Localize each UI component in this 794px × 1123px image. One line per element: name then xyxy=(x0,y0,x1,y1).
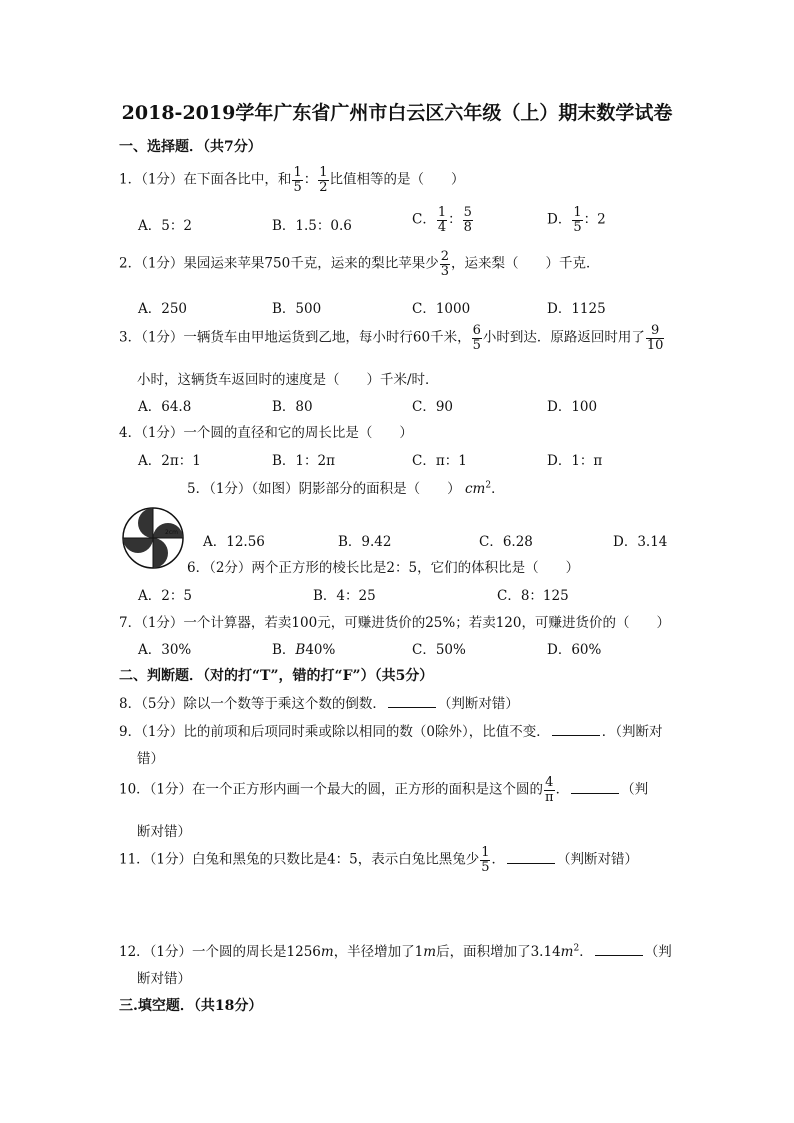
question-4: 4．（1分）一个圆的直径和它的周长比是（ ） xyxy=(119,425,413,441)
q4-option-d: D．1：π xyxy=(547,453,603,469)
question-12-line2: 断对错） xyxy=(137,971,191,987)
q5-option-d: D．3.14 xyxy=(613,534,668,550)
fraction: $\frac{1}{5}$ xyxy=(293,165,302,195)
answer-blank xyxy=(388,707,436,708)
q6-option-a: A．2：5 xyxy=(138,588,192,604)
q2-option-d: D．1125 xyxy=(547,301,606,317)
q6-option-c: C．8：125 xyxy=(497,588,569,604)
page-title: 2018-2019学年广东省广州市白云区六年级（上）期末数学试卷 xyxy=(121,102,673,124)
question-10: 10．（1分）在一个正方形内画一个最大的圆，正方形的面积是这个圆的 $\frac{4}{\pi}$ ． （判 xyxy=(119,775,649,805)
section-2-heading: 二、判断题．（对的打“T”，错的打“F”）（共5分） xyxy=(119,668,434,684)
q3-option-b: B．80 xyxy=(272,399,313,415)
answer-blank xyxy=(507,863,555,864)
q1-option-a: A．5：2 xyxy=(138,218,192,234)
answer-blank xyxy=(571,793,619,794)
question-9-line2: 错） xyxy=(137,751,164,767)
question-1: 1．（1分）在下面各比中，和 $\frac{1}{5}$ ： $\frac{1}{2}$ 比值相等的是（ ） xyxy=(119,165,465,195)
q2-option-c: C．1000 xyxy=(412,301,471,317)
question-11: 11．（1分）白兔和黑兔的只数比是4：5，表示白兔比黑兔少 $\frac{1}{5}$ ． （判断对错） xyxy=(119,845,638,875)
q4-option-b: B．1：2π xyxy=(272,453,335,469)
question-5: 5．（1分）（如图）阴影部分的面积是（ ） $cm^2$． xyxy=(187,480,505,497)
question-7: 7．（1分）一个计算器，若卖100元，可赚进货价的25%；若卖120，可赚进货价的（ ） xyxy=(119,615,670,631)
q2-option-b: B．500 xyxy=(272,301,322,317)
q4-option-a: A．2π：1 xyxy=(138,453,201,469)
answer-blank xyxy=(595,955,643,956)
q5-option-b: B．9.42 xyxy=(338,534,392,550)
q3-option-c: C．90 xyxy=(412,399,454,415)
question-12: 12．（1分）一个圆的周长是1256m，半径增加了1m后，面积增加了$3.14m^2$． （判 xyxy=(119,943,672,960)
fraction: $\frac{1}{2}$ xyxy=(319,165,328,195)
q5-option-a: A．12.56 xyxy=(203,534,265,550)
answer-blank xyxy=(552,735,600,736)
q2-option-a: A．250 xyxy=(138,301,188,317)
pinwheel-figure xyxy=(121,506,185,570)
q7-option-c: C．50% xyxy=(412,642,466,658)
q7-option-b: B．B40% xyxy=(272,642,336,658)
question-3: 3．（1分）一辆货车由甲地运货到乙地，每小时行60千米， $\frac{6}{5}$ 小时到达．原路返回时用了 $\frac{9}{10}$ xyxy=(119,323,664,353)
question-3-line2: 小时，这辆货车返回时的速度是（ ）千米/时． xyxy=(137,372,439,388)
q1-option-d: D． $\frac{1}{5}$ ：2 xyxy=(547,205,606,235)
q6-option-b: B．4：25 xyxy=(313,588,376,604)
q4-option-c: C．π：1 xyxy=(412,453,467,469)
section-1-heading: 一、选择题．（共7分） xyxy=(119,139,262,155)
question-6: 6．（2分）两个正方形的棱长比是2：5，它们的体积比是（ ） xyxy=(187,560,580,576)
q5-option-c: C．6.28 xyxy=(479,534,533,550)
section-3-heading: 三.填空题．（共18分） xyxy=(119,998,263,1014)
question-10-line2: 断对错） xyxy=(137,824,191,840)
question-2: 2．（1分）果园运来苹果750千克，运来的梨比苹果少 $\frac{2}{3}$ ，运来梨（ ）千克． xyxy=(119,249,600,279)
q3-option-d: D．100 xyxy=(547,399,598,415)
question-9: 9．（1分）比的前项和后项同时乘或除以相同的数（0除外），比值不变． ．（判断对 xyxy=(119,724,663,740)
q7-option-a: A．30% xyxy=(138,642,192,658)
q1-option-b: B．1.5：0.6 xyxy=(272,218,352,234)
q7-option-d: D．60% xyxy=(547,642,602,658)
question-8: 8．（5分）除以一个数等于乘这个数的倒数． （判断对错） xyxy=(119,696,519,712)
q3-option-a: A．64.8 xyxy=(138,399,192,415)
figure-label: 2cm xyxy=(165,529,178,536)
q1-option-c: C． $\frac{1}{4}$ ： $\frac{5}{8}$ xyxy=(412,205,472,235)
